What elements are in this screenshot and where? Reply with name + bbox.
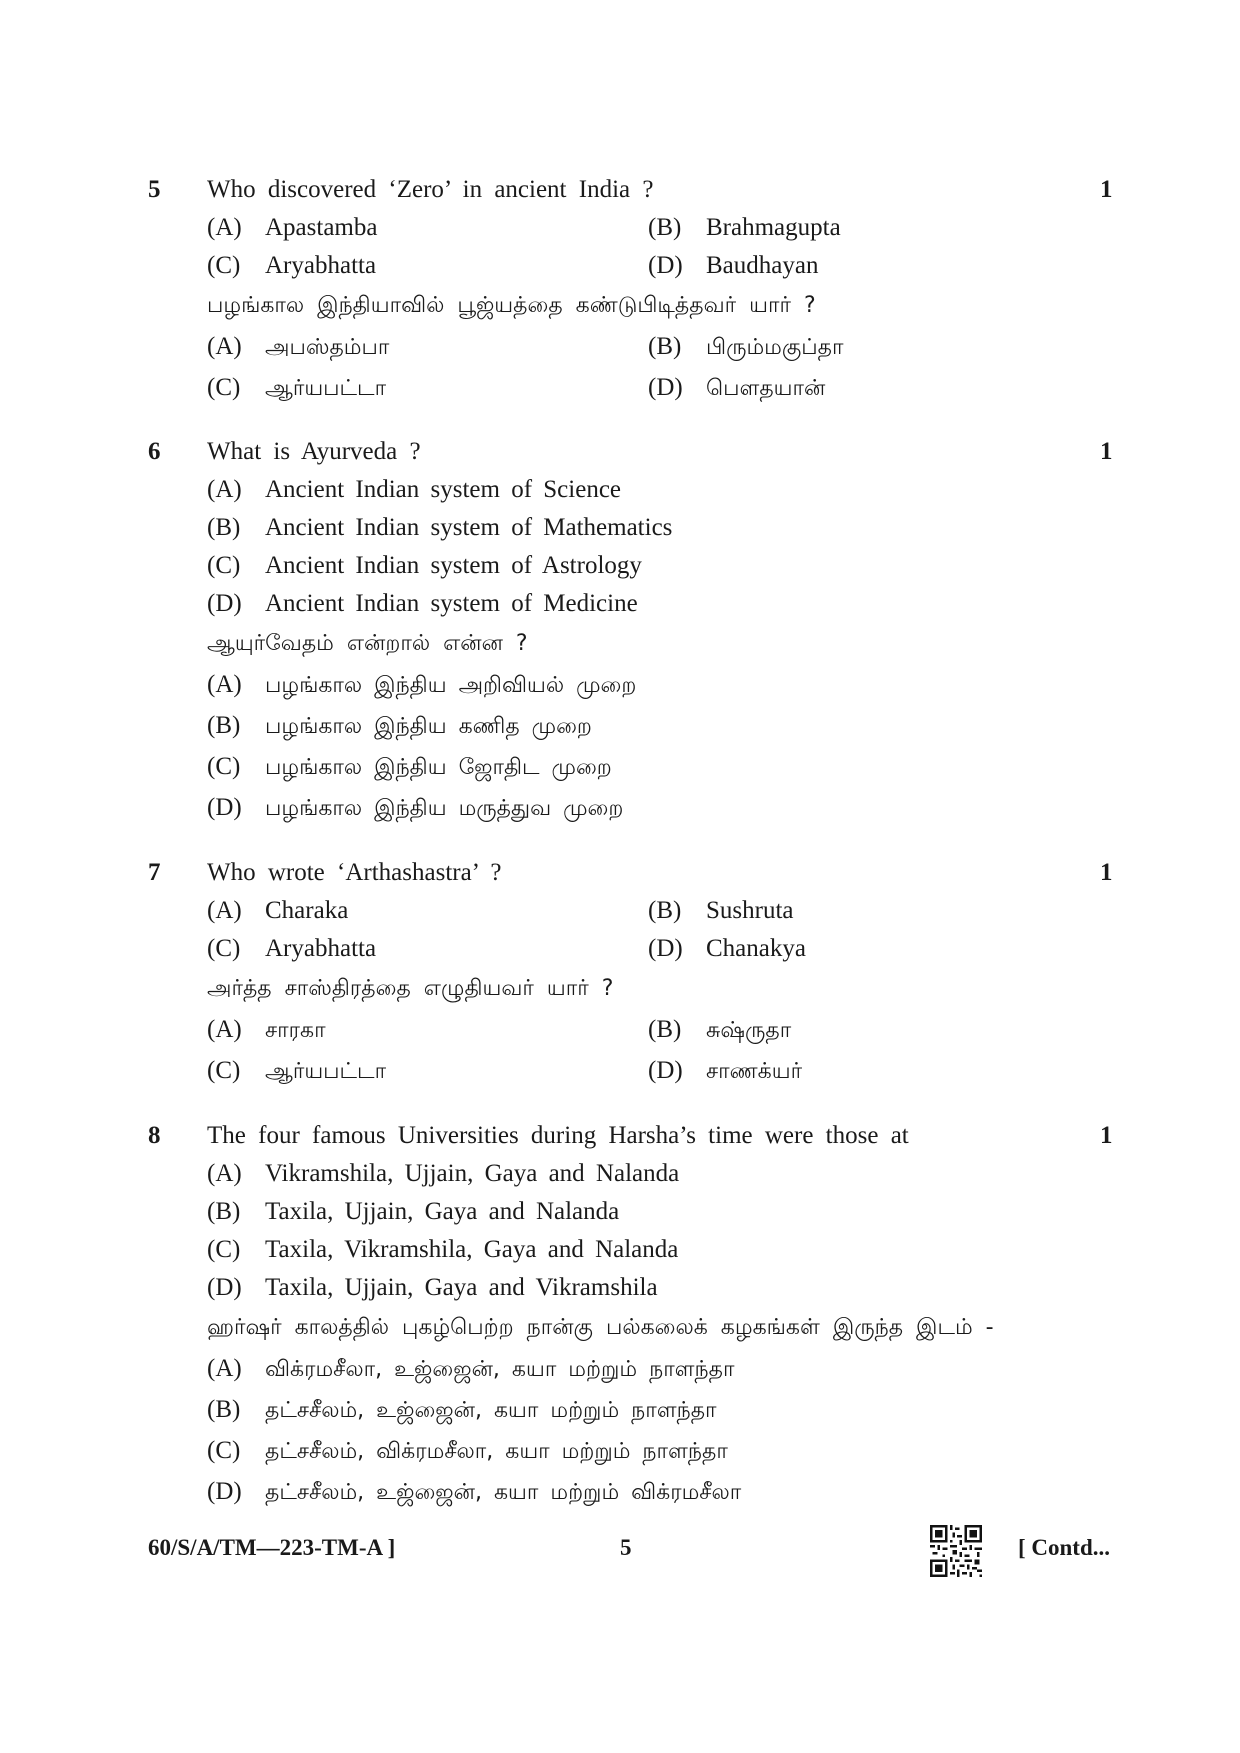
question-marks: 1 (1100, 1122, 1113, 1149)
option-c-tamil: (C) தட்சசீலம், விக்ரமசீலா, கயா மற்றும் நாளந்தா (207, 1437, 728, 1464)
question-5 (0, 171, 1240, 408)
option-b-tamil: (B) பிரும்மகுப்தா (648, 333, 844, 360)
option-a-tamil: (A) அபஸ்தம்பா (207, 333, 390, 360)
option-c-tamil: (C) ஆர்யபட்டா (207, 374, 387, 401)
qr-code-icon (930, 1525, 982, 1577)
option-a-tamil: (A) சாரகா (207, 1016, 326, 1043)
page-footer (0, 1525, 1240, 1575)
question-number: 6 (148, 438, 161, 465)
question-marks: 1 (1100, 438, 1113, 465)
question-marks: 1 (1100, 176, 1113, 203)
option-c-tamil: (C) ஆர்யபட்டா (207, 1057, 387, 1084)
option-a-tamil: (A) விக்ரமசீலா, உஜ்ஜைன், கயா மற்றும் நாளந்தா (207, 1355, 735, 1382)
option-c-english: (C) Aryabhatta (207, 935, 377, 962)
option-a-english: (A) Vikramshila, Ujjain, Gaya and Nalanda (207, 1160, 680, 1187)
question-stem-tamil: பழங்கால இந்தியாவில் பூஜ்யத்தை கண்டுபிடித்தவர் யார் ? (207, 293, 816, 318)
option-d-english: (D) Ancient Indian system of Medicine (207, 590, 638, 617)
option-a-english: (A) Charaka (207, 897, 349, 924)
option-b-english: (B) Sushruta (648, 897, 794, 924)
option-c-english: (C) Aryabhatta (207, 252, 377, 279)
question-stem-tamil: ஹர்ஷர் காலத்தில் புகழ்பெற்ற நான்கு பல்கலைக் கழகங்கள் இருந்த இடம் - (207, 1315, 994, 1340)
option-b-english: (B) Ancient Indian system of Mathematics (207, 514, 673, 541)
question-8 (0, 1117, 1240, 1512)
option-d-tamil: (D) பழங்கால இந்திய மருத்துவ முறை (207, 794, 624, 821)
question-stem-english: The four famous Universities during Harsha’s time were those at (207, 1122, 909, 1149)
option-b-tamil: (B) பழங்கால இந்திய கணித முறை (207, 712, 592, 739)
question-number: 8 (148, 1122, 161, 1149)
question-marks: 1 (1100, 859, 1113, 886)
option-d-english: (D) Chanakya (648, 935, 806, 962)
option-d-english: (D) Baudhayan (648, 252, 819, 279)
question-7 (0, 854, 1240, 1091)
option-c-english: (C) Taxila, Vikramshila, Gaya and Nalanda (207, 1236, 679, 1263)
question-stem-tamil: ஆயுர்வேதம் என்றால் என்ன ? (207, 631, 528, 656)
option-c-english: (C) Ancient Indian system of Astrology (207, 552, 642, 579)
question-number: 7 (148, 859, 161, 886)
option-b-english: (B) Brahmagupta (648, 214, 841, 241)
option-a-english: (A) Ancient Indian system of Science (207, 476, 622, 503)
option-b-tamil: (B) சுஷ்ருதா (648, 1016, 792, 1043)
question-stem-english: What is Ayurveda ? (207, 438, 421, 465)
option-d-tamil: (D) பௌதயான் (648, 374, 826, 401)
question-number: 5 (148, 176, 161, 203)
option-b-tamil: (B) தட்சசீலம், உஜ்ஜைன், கயா மற்றும் நாளந்தா (207, 1396, 717, 1423)
page-number: 5 (620, 1535, 632, 1560)
option-d-english: (D) Taxila, Ujjain, Gaya and Vikramshila (207, 1274, 658, 1301)
option-d-tamil: (D) சாணக்யர் (648, 1057, 803, 1084)
question-stem-english: Who discovered ‘Zero’ in ancient India ? (207, 176, 654, 203)
option-b-english: (B) Taxila, Ujjain, Gaya and Nalanda (207, 1198, 620, 1225)
continued-note: [ Contd... (1018, 1535, 1111, 1560)
option-a-tamil: (A) பழங்கால இந்திய அறிவியல் முறை (207, 671, 637, 698)
question-stem-tamil: அர்த்த சாஸ்திரத்தை எழுதியவர் யார் ? (207, 976, 614, 1001)
paper-code: 60/S/A/TM—223-TM-A ] (148, 1535, 396, 1560)
option-c-tamil: (C) பழங்கால இந்திய ஜோதிட முறை (207, 753, 612, 780)
question-6 (0, 433, 1240, 828)
question-stem-english: Who wrote ‘Arthashastra’ ? (207, 859, 502, 886)
option-a-english: (A) Apastamba (207, 214, 378, 241)
option-d-tamil: (D) தட்சசீலம், உஜ்ஜைன், கயா மற்றும் விக்ரமசீலா (207, 1478, 742, 1505)
